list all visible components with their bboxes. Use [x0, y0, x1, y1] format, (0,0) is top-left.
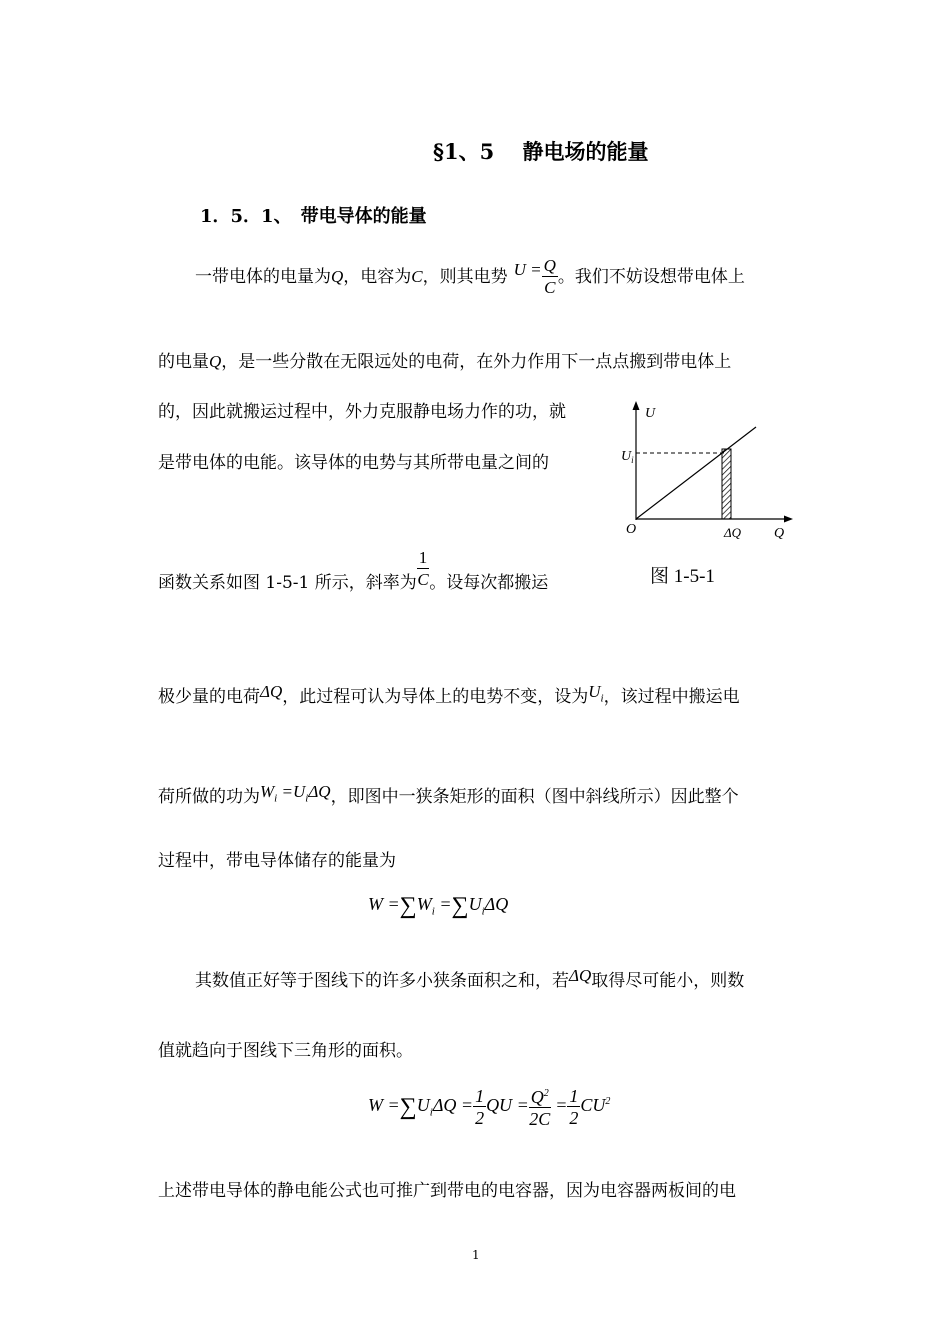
text: ，此过程可认为导体上的电势不变，设为: [282, 687, 589, 707]
delta-q: ΔQ: [569, 966, 592, 985]
ui-label: $U_i$: [621, 449, 634, 465]
text: ，即图中一狭条矩形的面积（图中斜线所示）因此整个: [330, 787, 739, 807]
fraction-numerator: 1: [418, 548, 428, 567]
u-q-line: [636, 427, 756, 519]
paragraph-line-4: 是带电体的电能。该导体的电势与其所带电量之间的: [158, 453, 549, 473]
paragraph-line-7: [158, 782, 739, 814]
x-axis-arrow: [784, 516, 793, 523]
text: 荷所做的功为: [158, 787, 260, 807]
paragraph-line-3: 的，因此就搬运过程中，外力克服静电场力作的功，就: [158, 402, 566, 422]
u-q-graph: [612, 398, 802, 548]
page-number: 1: [472, 1248, 480, 1262]
y-axis-label: U: [645, 406, 656, 421]
text: 的电量: [158, 352, 209, 372]
text: 极少量的电荷: [158, 687, 260, 707]
delta-q: ΔQ: [260, 682, 283, 701]
paragraph-line-6: [158, 682, 740, 714]
text: 其数值正好等于图线下的许多小狭条面积之和，若: [195, 971, 569, 991]
text: 函数关系如图 1-5-1 所示，斜率为: [158, 573, 417, 593]
paragraph-line-8: 过程中，带电导体储存的能量为: [158, 851, 396, 871]
paragraph-line-1: [195, 256, 745, 299]
subsection-heading: 1．5．1、 带电导体的能量: [200, 206, 427, 227]
text: ，该过程中搬运电: [603, 687, 740, 707]
formula-u-fraction: [542, 256, 558, 299]
text: ，则其电势: [422, 267, 508, 287]
text: 。我们不妨设想带电体上: [557, 267, 745, 287]
paragraph-line-9: [195, 966, 745, 992]
delta-q-label: ΔQ: [724, 525, 742, 540]
paragraph-line-10: 值就趋向于图线下三角形的面积。: [158, 1041, 413, 1061]
symbol-q: Q: [331, 267, 344, 286]
fraction-half: $\frac{1}{2}$: [569, 1085, 579, 1128]
fraction-half: $\frac{1}{2}$: [475, 1085, 485, 1128]
y-axis-arrow: [633, 401, 640, 410]
energy-equation-1: $W =\sum W_i =\sum U_i\Delta Q$: [368, 893, 509, 919]
page-title: §1、5 静电场的能量: [433, 139, 649, 164]
slope-fraction: [417, 548, 430, 591]
text: 。设每次都搬运: [429, 573, 549, 593]
fraction-numerator: Q: [543, 256, 556, 275]
text: ，是一些分散在无限远处的电荷，在外力作用下一点点搬到带电体上: [221, 352, 732, 372]
symbol-q: Q: [209, 352, 222, 371]
symbol-ui: $U_i$: [588, 682, 604, 705]
fraction-q2-2c: $\frac{Q^2}{2C}$: [529, 1084, 551, 1130]
symbol-c: C: [411, 267, 423, 286]
paragraph-line-11: 上述带电导体的静电能公式也可推广到带电的电容器，因为电容器两板间的电: [158, 1181, 736, 1201]
energy-equation-2: $W =\sum U_i\Delta Q$ = $\frac{1}{2}$ QU = $\frac{Q^2}{2C}$ = $\frac{1}{2}$ $CU^2$: [368, 1085, 611, 1129]
hatched-strip: [722, 449, 731, 519]
formula-u-lhs: U =: [513, 259, 542, 279]
text: 取得尽可能小，则数: [591, 971, 745, 991]
text: ，电容为: [343, 267, 412, 287]
origin-label: O: [626, 522, 637, 537]
figure-caption: 图 1-5-1: [650, 566, 715, 587]
fraction-denominator: C: [417, 570, 429, 589]
work-formula: $W_i =U_i\Delta Q$: [260, 782, 331, 805]
x-axis-label: Q: [774, 526, 785, 541]
fraction-denominator: C: [544, 278, 556, 297]
paragraph-line-5: [158, 548, 548, 591]
text: 一带电体的电量为: [195, 267, 331, 287]
paragraph-line-2: [158, 351, 731, 373]
